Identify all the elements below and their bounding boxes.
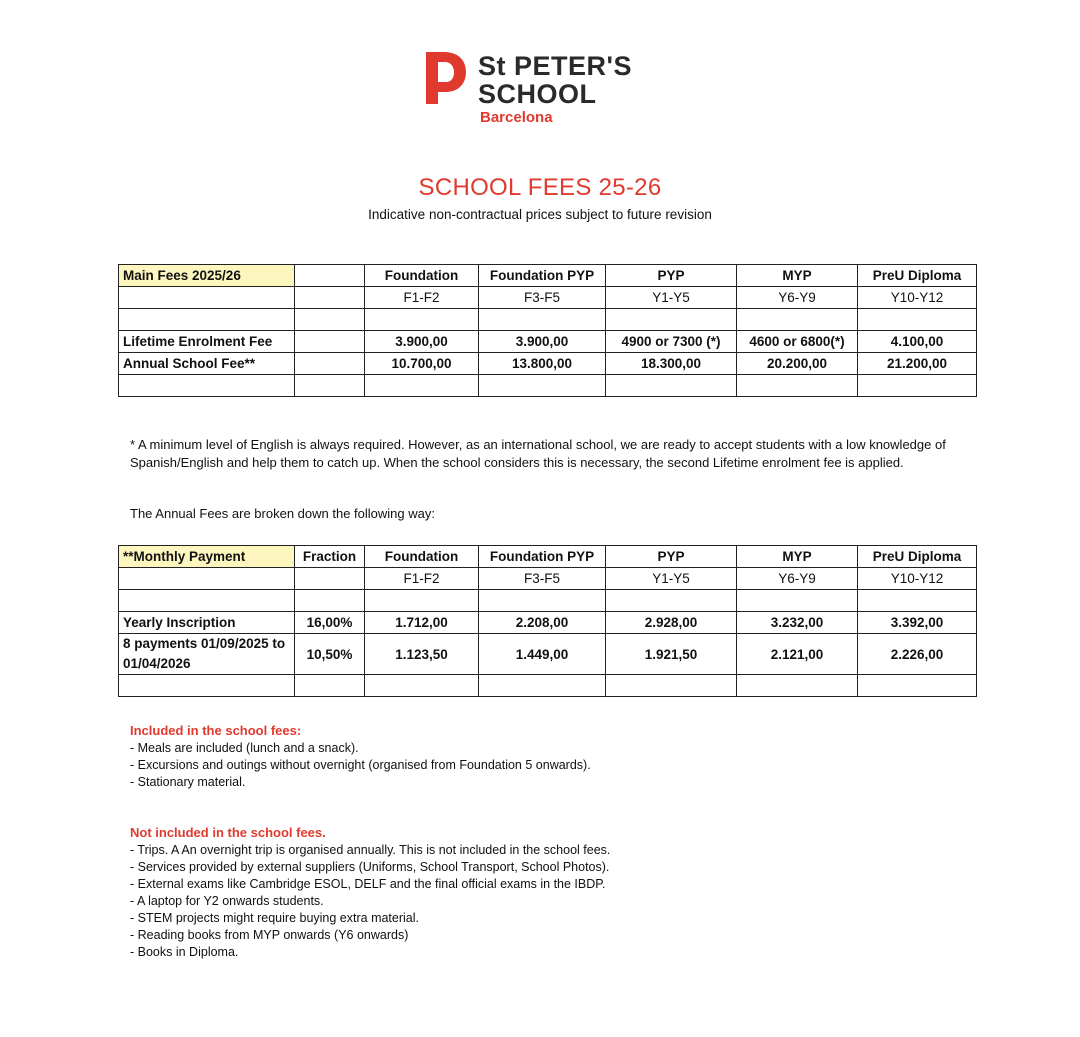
- table-header-cell: [295, 265, 365, 287]
- table-cell: 3.392,00: [858, 612, 977, 634]
- table-row-empty: [119, 590, 977, 612]
- not-included-title: Not included in the school fees.: [130, 825, 326, 840]
- table-row-empty: [119, 309, 977, 331]
- table-cell: 20.200,00: [737, 353, 858, 375]
- main-fees-table: [118, 264, 977, 397]
- logo-text-line2: SCHOOL: [478, 79, 597, 109]
- table-cell: Annual School Fee**: [119, 353, 295, 375]
- table-cell: 16,00%: [295, 612, 365, 634]
- table-cell: Y10-Y12: [858, 568, 977, 590]
- school-logo: [420, 44, 660, 134]
- table-cell: 8 payments 01/09/2025 to 01/04/2026: [119, 634, 295, 675]
- table-cell: 13.800,00: [479, 353, 606, 375]
- table-cell: 10.700,00: [365, 353, 479, 375]
- table-row: [119, 612, 977, 634]
- breakdown-intro: The Annual Fees are broken down the following way:: [130, 506, 435, 521]
- table-cell: 3.900,00: [365, 331, 479, 353]
- table-cell: Y6-Y9: [737, 568, 858, 590]
- table-cell: Lifetime Enrolment Fee: [119, 331, 295, 353]
- table-cell: 2.226,00: [858, 634, 977, 675]
- table-header-row: [119, 265, 977, 287]
- table-cell: [295, 287, 365, 309]
- list-item: - Services provided by external suppliers (Uniforms, School Transport, School Photos).: [130, 859, 610, 876]
- table-header-cell: Foundation PYP: [479, 265, 606, 287]
- table-cell: 2.928,00: [606, 612, 737, 634]
- school-logo-icon: [420, 48, 470, 108]
- table-cell: F3-F5: [479, 568, 606, 590]
- table-cell: 4.100,00: [858, 331, 977, 353]
- list-item: - Meals are included (lunch and a snack).: [130, 740, 591, 757]
- list-item: - Books in Diploma.: [130, 944, 610, 961]
- table-cell: F3-F5: [479, 287, 606, 309]
- table-header-cell: MYP: [737, 265, 858, 287]
- table-header-row: [119, 546, 977, 568]
- table-header-cell: Foundation: [365, 546, 479, 568]
- monthly-payment-table: [118, 545, 977, 697]
- table-row-empty: [119, 675, 977, 697]
- list-item: - Stationary material.: [130, 774, 591, 791]
- table-cell: Y10-Y12: [858, 287, 977, 309]
- table-header-cell: Main Fees 2025/26: [119, 265, 295, 287]
- table-header-cell: **Monthly Payment: [119, 546, 295, 568]
- table-row: [119, 634, 977, 675]
- table-header-cell: PreU Diploma: [858, 265, 977, 287]
- table-cell: Y1-Y5: [606, 287, 737, 309]
- table-cell: F1-F2: [365, 287, 479, 309]
- table-cell: 1.449,00: [479, 634, 606, 675]
- included-list: [130, 740, 591, 791]
- table-row: [119, 331, 977, 353]
- table-cell: [119, 568, 295, 590]
- not-included-list: [130, 842, 610, 961]
- table-cell: 2.208,00: [479, 612, 606, 634]
- logo-text-line1: St PETER'S: [478, 51, 632, 81]
- table-header-cell: PreU Diploma: [858, 546, 977, 568]
- table-header-cell: Foundation: [365, 265, 479, 287]
- table-cell: [119, 287, 295, 309]
- table-row: [119, 287, 977, 309]
- english-level-note: * A minimum level of English is always required. However, as an international school, we are ready to accept students with a low knowledge of Spanish/English and help them to catch up. When the school considers this is necessary, the second Lifetime enrolment fee is applied.: [130, 437, 946, 470]
- page-title: SCHOOL FEES 25-26: [418, 174, 662, 201]
- table-cell: [295, 353, 365, 375]
- table-cell: [295, 568, 365, 590]
- table-cell: 4600 or 6800(*): [737, 331, 858, 353]
- table-cell: [295, 331, 365, 353]
- table-cell: 18.300,00: [606, 353, 737, 375]
- table-cell: 2.121,00: [737, 634, 858, 675]
- list-item: - Reading books from MYP onwards (Y6 onwards): [130, 927, 610, 944]
- table-cell: Y6-Y9: [737, 287, 858, 309]
- list-item: - Excursions and outings without overnight (organised from Foundation 5 onwards).: [130, 757, 591, 774]
- table-header-cell: MYP: [737, 546, 858, 568]
- table-cell: Yearly Inscription: [119, 612, 295, 634]
- table-cell: 3.232,00: [737, 612, 858, 634]
- included-title: Included in the school fees:: [130, 723, 302, 738]
- table-header-cell: Fraction: [295, 546, 365, 568]
- table-cell: 4900 or 7300 (*): [606, 331, 737, 353]
- table-cell: 3.900,00: [479, 331, 606, 353]
- table-header-cell: PYP: [606, 265, 737, 287]
- page-subtitle: Indicative non-contractual prices subject to future revision: [368, 207, 712, 222]
- table-row-empty: [119, 375, 977, 397]
- table-header-cell: Foundation PYP: [479, 546, 606, 568]
- table-cell: 10,50%: [295, 634, 365, 675]
- table-cell: 21.200,00: [858, 353, 977, 375]
- table-cell: F1-F2: [365, 568, 479, 590]
- table-cell: 1.921,50: [606, 634, 737, 675]
- table-row: [119, 353, 977, 375]
- table-cell: 1.712,00: [365, 612, 479, 634]
- table-cell: 1.123,50: [365, 634, 479, 675]
- list-item: - A laptop for Y2 onwards students.: [130, 893, 610, 910]
- list-item: - STEM projects might require buying extra material.: [130, 910, 610, 927]
- table-header-cell: PYP: [606, 546, 737, 568]
- list-item: - External exams like Cambridge ESOL, DELF and the final official exams in the IBDP.: [130, 876, 610, 893]
- table-row: [119, 568, 977, 590]
- list-item: - Trips. A An overnight trip is organised annually. This is not included in the school fees.: [130, 842, 610, 859]
- logo-city: Barcelona: [480, 109, 553, 126]
- table-cell: Y1-Y5: [606, 568, 737, 590]
